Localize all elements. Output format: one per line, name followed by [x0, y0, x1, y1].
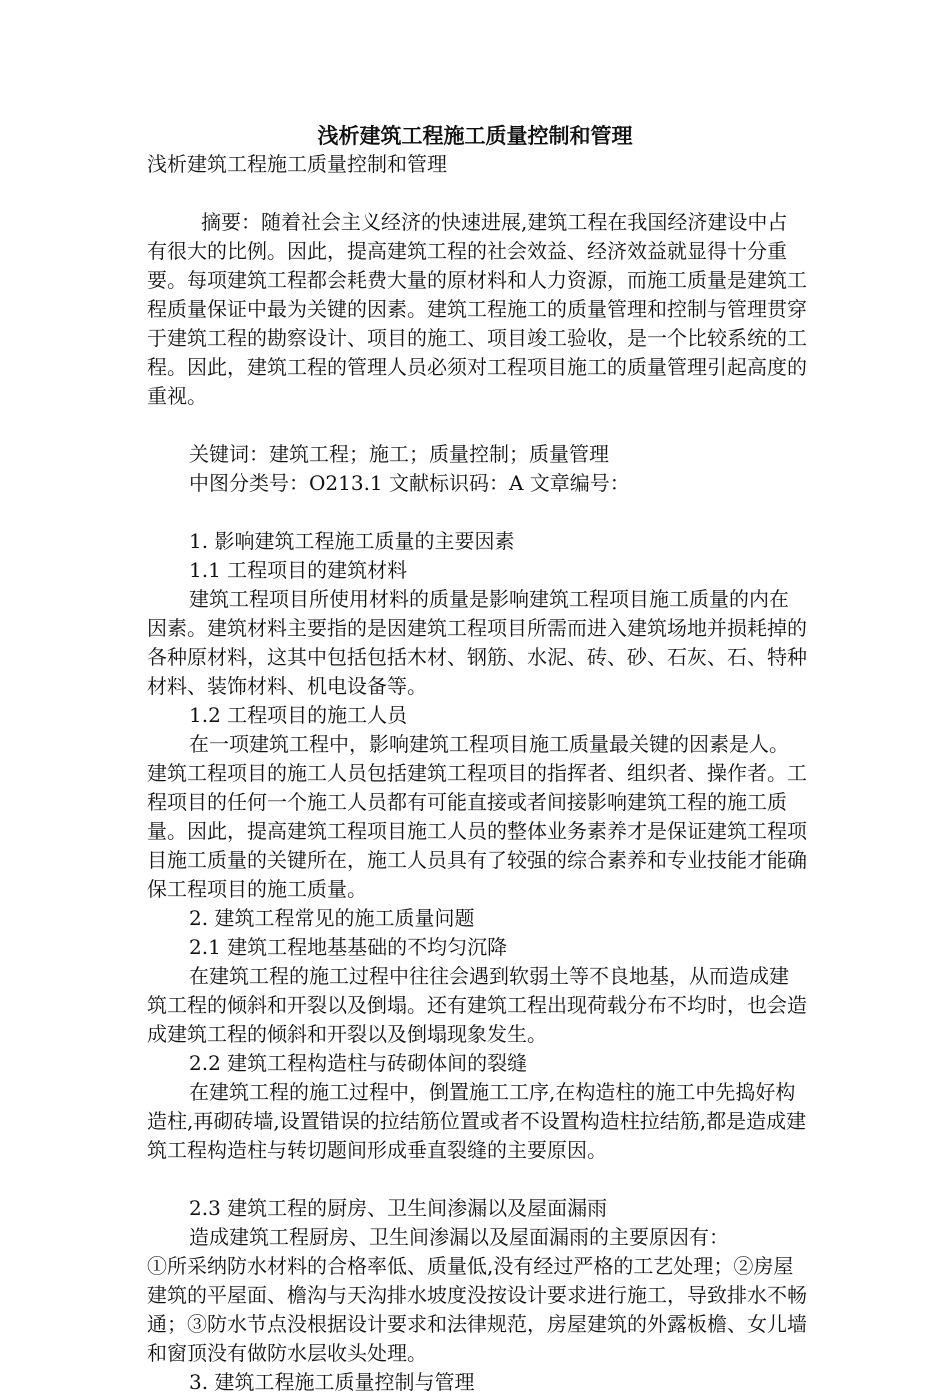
section-heading-3: 3. 建筑工程施工质量控制与管理	[189, 1370, 475, 1394]
subsection-heading-2-2: 2.2 建筑工程构造柱与砖砌体间的裂缝	[189, 1051, 528, 1075]
classification-line: 中图分类号：O213.1 文献标识码：A 文章编号：	[189, 471, 630, 495]
subsection-heading-1-2: 1.2 工程项目的施工人员	[189, 703, 408, 727]
paragraph-2-2: 在建筑工程的施工过程中，倒置施工工序,在构造柱的施工中先捣好构造柱,再砌砖墙,设置错误的拉结筋位置或者不设置构造柱拉结筋,都是造成建筑工程构造柱与转切题间形成垂直裂缝的主要原因。	[147, 1080, 807, 1162]
paragraph-1-2: 在一项建筑工程中，影响建筑工程项目施工质量最关键的因素是人。建筑工程项目的施工人员包括建筑工程项目的指挥者、组织者、操作者。工程项目的任何一个施工人员都有可能直接或者间接影响建筑工程的施工质量。因此，提高建筑工程项目施工人员的整体业务素养才是保证建筑工程项目施工质量的关键所在，施工人员具有了较强的综合素养和专业技能才能确保工程项目的施工质量。	[147, 732, 807, 901]
section-heading-1: 1. 影响建筑工程施工质量的主要因素	[189, 529, 515, 553]
abstract-paragraph: 摘要：随着社会主义经济的快速进展,建筑工程在我国经济建设中占有很大的比例。因此，提高建筑工程的社会效益、经济效益就显得十分重要。每项建筑工程都会耗费大量的原材料和人力资源，而施工质量是建筑工程质量保证中最为关键的因素。建筑工程施工的质量管理和控制与管理贯穿于建筑工程的勘察设计、项目的施工、项目竣工验收，是一个比较系统的工程。因此，建筑工程的管理人员必须对工程项目施工的质量管理引起高度的重视。	[147, 210, 807, 408]
blank-line	[147, 1165, 807, 1194]
section-heading-2: 2. 建筑工程常见的施工质量问题	[189, 906, 475, 930]
paragraph-2-1: 在建筑工程的施工过程中往往会遇到软弱土等不良地基，从而造成建筑工程的倾斜和开裂以及倒塌。还有建筑工程出现荷载分布不均时，也会造成建筑工程的倾斜和开裂以及倒塌现象发生。	[147, 964, 807, 1046]
document-subtitle: 浅析建筑工程施工质量控制和管理	[147, 152, 447, 176]
document-title: 浅析建筑工程施工质量控制和管理	[317, 124, 633, 148]
subsection-heading-2-3: 2.3 建筑工程的厨房、卫生间渗漏以及屋面漏雨	[189, 1196, 608, 1220]
paragraph-2-3-intro: 造成建筑工程厨房、卫生间渗漏以及屋面漏雨的主要原因有：	[189, 1225, 729, 1249]
subsection-heading-2-1: 2.1 建筑工程地基基础的不均匀沉降	[189, 935, 508, 959]
keywords-line: 关键词：建筑工程；施工；质量控制；质量管理	[189, 442, 609, 466]
blank-line	[147, 411, 807, 440]
subsection-heading-1-1: 1.1 工程项目的建筑材料	[189, 558, 408, 582]
paragraph-1-1: 建筑工程项目所使用材料的质量是影响建筑工程项目施工质量的内在因素。建筑材料主要指的是因建筑工程项目所需而进入建筑场地并损耗掉的各种原材料，这其中包括包括木材、钢筋、水泥、砖、砂、石灰、石、特种材料、装饰材料、机电设备等。	[147, 587, 807, 698]
blank-line	[147, 179, 807, 208]
blank-line	[147, 498, 807, 527]
document-body	[147, 150, 807, 1397]
paragraph-2-3-causes: ①所采纳防水材料的合格率低、质量低,没有经过严格的工艺处理；②房屋建筑的平屋面、檐沟与天沟排水坡度没按设计要求进行施工，导致排水不畅通；③防水节点没根据设计要求和法律规范，房屋建筑的外露板檐、女儿墙和窗顶没有做防水层收头处理。	[147, 1254, 807, 1365]
